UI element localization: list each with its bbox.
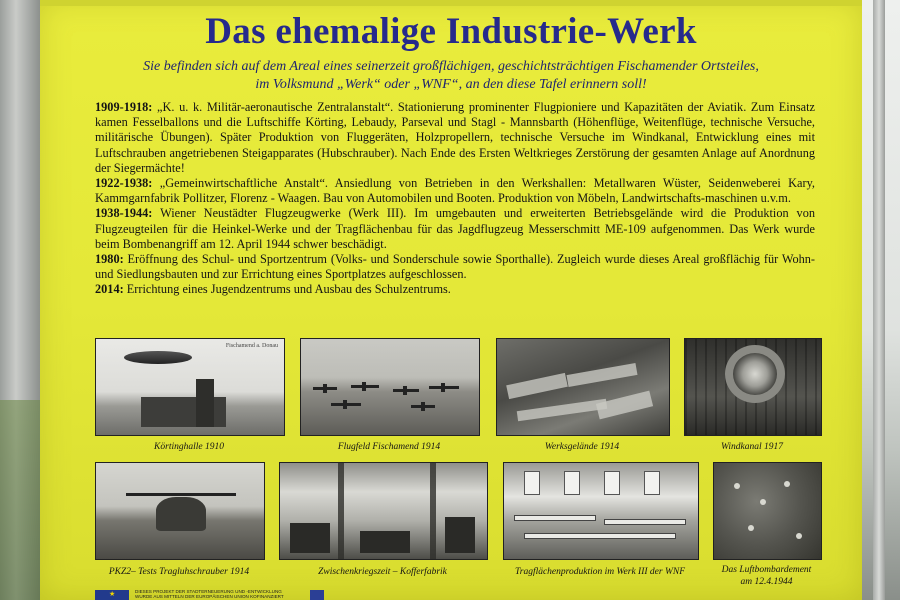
window-shape	[524, 471, 540, 495]
crater-shape	[784, 481, 790, 487]
photo-flugfeld	[300, 338, 480, 436]
entry-year: 2014:	[95, 282, 124, 297]
entry-year: 1980:	[95, 252, 124, 267]
right-metal-post	[873, 0, 885, 600]
subtitle-line: Sie befinden sich auf dem Areal eines seinerzeit großflächigen, geschichtsträchtigen Fischamender Ortsteiles,	[143, 59, 759, 74]
photo-pkz2	[95, 462, 265, 560]
photo-luftbombardement	[713, 462, 822, 560]
plane-shape	[331, 403, 361, 406]
machine-shape	[445, 517, 475, 553]
history-entry-1938	[95, 206, 815, 252]
photo-caption-luftbombardement	[713, 564, 820, 588]
wing-shape	[524, 533, 676, 539]
crater-shape	[796, 533, 802, 539]
airship-shape	[124, 351, 192, 364]
eu-funding-strip	[95, 590, 295, 600]
entry-year: 1909-1918:	[95, 100, 153, 114]
history-entry-1980	[95, 252, 815, 282]
entry-text: „K. u. k. Militär-aeronautische Zentralanstalt“. Stationierung prominenter Flugpioniere und Kapazitäten der Aviatik. Zum Einsatz kamen Fesselballons und die Luftschiffe Körting, Lebaudy, Parseval und Stagl - Mannsbarth (Höhenflüge, Weitenflüge, technische Versuche, militärische Übungen). Später Produktion von Fluggeräten, Holzpropellern, technische Versuche im Windkanal, Entwicklung eines mit Luftschrauben angetriebenen Steigapparates (Hubschrauber). Nach Ende des Ersten Weltkrieges Zerstörung der gesamten Anlage auf Anordnung der Siegermächte!	[95, 100, 815, 175]
entry-text: Wiener Neustädter Flugzeugwerke (Werk III). Im umgebauten und erweiterten Betriebsgelände wird die Produktion von Flugzeugteilen für die Heinkel-Werke und der Tragflächenbau für das Jagdflugzeug Messerschmitt ME-109 aufgenommen. Das Werk wurde beim Bombenangriff am 12. April 1944 schwer beschädigt.	[95, 206, 815, 251]
window-shape	[644, 471, 660, 495]
entry-text: „Gemeinwirtschaftliche Anstalt“. Ansiedlung von Betrieben in den Werkshallen: Metallwaren Wüster, Seidenweberei Kary, Kammgarnfabrik Pollitzer, Florenz - Waagen. Bau von Automobilen und Booten. Produktion von Möbeln, Landwirtschafts-maschinen u.v.m.	[95, 176, 815, 206]
crater-shape	[760, 499, 766, 505]
photo-werksgelaende	[496, 338, 670, 436]
caption-line: am 12.4.1944	[740, 577, 793, 587]
column-shape	[338, 463, 344, 559]
eu-funding-text	[135, 589, 284, 599]
history-entry-1922	[95, 176, 815, 206]
machine-shape	[360, 531, 410, 553]
eu-text-line: DIESES PROJEKT DER STADTERNEUERUNG UND -ENTWICKLUNG	[135, 589, 282, 594]
column-shape	[430, 463, 436, 559]
history-text	[95, 100, 815, 298]
photo-caption: Flugfeld Fischamend 1914	[337, 442, 441, 452]
crater-shape	[734, 483, 740, 489]
photo-inscription: Fischamend a. Donau	[225, 343, 278, 349]
plane-shape	[393, 389, 419, 392]
photo-caption: Windkanal 1917	[720, 442, 783, 452]
eu-flag-icon: ★	[95, 590, 129, 600]
building-shape	[506, 373, 568, 399]
building-shape	[566, 363, 637, 387]
wind-tunnel-ring	[725, 345, 785, 403]
crater-shape	[748, 525, 754, 531]
sign-title: Das ehemalige Industrie-Werk	[205, 11, 697, 52]
photo-windkanal	[684, 338, 822, 436]
photo-caption: Zwischenkriegszeit – Kofferfabrik	[318, 567, 447, 577]
tower-shape	[196, 379, 214, 427]
caption-line: Das Luftbombardement	[721, 565, 812, 575]
wing-shape	[604, 519, 686, 525]
machine-shape	[290, 523, 330, 553]
eu-text-line: WURDE AUS MITTELN DER EUROPÄISCHEN UNION KOFINANZIERT	[135, 594, 284, 599]
entry-text: Errichtung eines Jugendzentrums und Ausbau des Schulzentrums.	[123, 282, 451, 297]
building-shape	[517, 399, 608, 421]
background-grass	[0, 400, 40, 600]
photo-caption: Werksgelände 1914	[544, 442, 620, 452]
subtitle-line: im Volksmund „Werk“ oder „WNF“, an den diese Tafel erinnern soll!	[255, 77, 647, 92]
history-entry-1909	[95, 100, 815, 176]
photo-koertinghalle	[95, 338, 285, 436]
plane-shape	[411, 405, 435, 408]
sign-frame-top	[40, 0, 862, 6]
photo-caption: Tragflächenproduktion im Werk III der WNF	[514, 567, 685, 577]
wing-shape	[514, 515, 596, 521]
photo-tragflaechenproduktion	[503, 462, 699, 560]
history-entry-2014	[95, 282, 815, 297]
photo-caption: Körtinghalle 1910	[154, 442, 224, 452]
window-shape	[604, 471, 620, 495]
building-shape	[596, 391, 653, 420]
entry-year: 1938-1944:	[95, 206, 153, 221]
entry-year: 1922-1938:	[95, 176, 153, 191]
photo-caption: PKZ2– Tests Tragluhschrauber 1914	[108, 567, 250, 577]
entry-text: Eröffnung des Schul- und Sportzentrum (Volks- und Sonderschule sowie Sporthalle). Zugleich wurde dieses Areal großflächig für Wohn- und Siedlungsbauten und zur Errichtung eines Sportplatzes aufgeschlossen.	[95, 252, 815, 282]
sign-subtitle	[80, 58, 822, 94]
plane-shape	[313, 387, 337, 390]
regional-logo-icon	[310, 590, 324, 600]
plane-shape	[351, 385, 379, 388]
rotor-shape	[126, 493, 236, 496]
plane-shape	[429, 386, 459, 389]
photo-kofferfabrik	[279, 462, 488, 560]
window-shape	[564, 471, 580, 495]
helicopter-body	[156, 497, 206, 531]
